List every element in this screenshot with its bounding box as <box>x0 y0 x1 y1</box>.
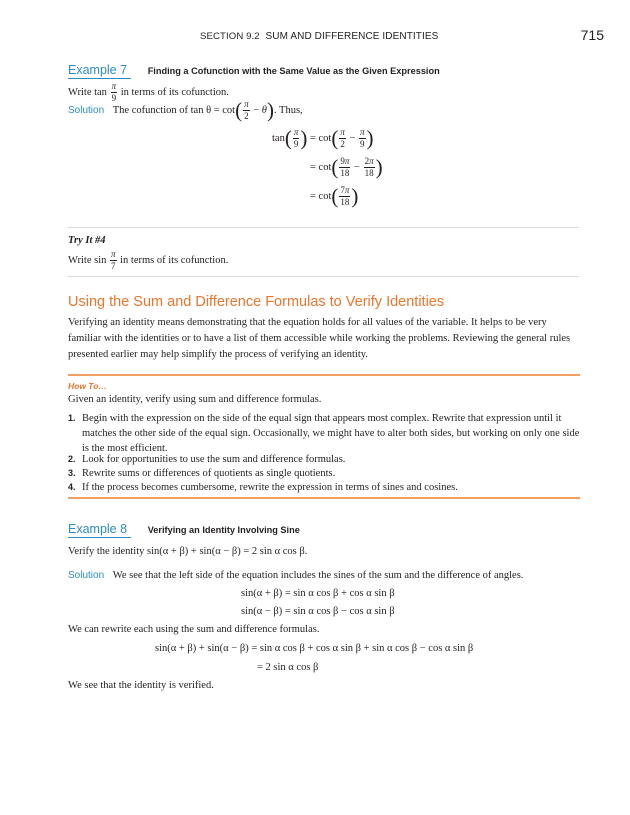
example-7-title: Finding a Cofunction with the Same Value as the Given Expression <box>147 66 440 76</box>
example-8-tag: Example 8 <box>68 522 131 538</box>
fraction-pi-over-9: $\frac{\pi}{9}$ <box>111 81 117 103</box>
example-8-heading <box>68 522 300 536</box>
equation-line-3: = cot( $\frac{7\pi}{18}$ ) <box>310 184 359 208</box>
example-8-solution: Solution We see that the left side of the equation includes the sines of the sum and the difference of angles. <box>68 570 524 581</box>
solution-label: Solution <box>68 570 105 581</box>
example-8-title: Verifying an Identity Involving Sine <box>147 525 300 535</box>
example-7-solution: Solution The cofunction of tan θ = cot( $\frac{\pi}{2}$ − θ). Thus, <box>68 98 303 122</box>
how-to-intro: Given an identity, verify using sum and difference formulas. <box>68 394 322 405</box>
divider <box>68 276 579 277</box>
how-to-top-rule <box>68 374 580 376</box>
section-heading: Using the Sum and Difference Formulas to Verify Identities <box>68 294 445 310</box>
equation-result: = 2 sin α cos β <box>257 662 319 673</box>
equation-line-1: tan( $\frac{\pi}{9}$ ) = cot( $\frac{\pi}{2}$ − $\frac{\pi}{9}$ ) <box>272 126 374 150</box>
divider <box>68 227 579 228</box>
running-header <box>200 31 438 42</box>
equation-line-2: = cot( $\frac{9\pi}{18}$ − $\frac{2\pi}{18}$ ) <box>310 155 383 179</box>
try-it-label: Try It #4 <box>68 235 106 246</box>
how-to-label: How To… <box>68 381 107 391</box>
fraction-pi-over-7: $\frac{\pi}{7}$ <box>111 249 116 271</box>
page-number: 715 <box>580 27 604 43</box>
example-7-heading <box>68 63 440 77</box>
example-8-prompt: Verify the identity sin(α + β) + sin(α − β) = 2 sin α cos β. <box>68 546 308 557</box>
solution-label: Solution <box>68 104 105 116</box>
equation-combined: sin(α + β) + sin(α − β) = sin α cos β + cos α sin β + sin α cos β − cos α sin β <box>155 643 474 654</box>
example-7-tag: Example 7 <box>68 63 131 79</box>
equation-difference: sin(α − β) = sin α cos β − cos α sin β <box>241 606 395 617</box>
example-7-prompt: Write tan $\frac{\pi}{9}$ in terms of its cofunction. <box>68 81 229 103</box>
how-to-step: 1. Begin with the expression on the side of the equal sign that appears most complex. Rewrite that expression until it matches the other side of the equal sign. Occasionally, we might have to alter both sides, but working on only one side is the most efficient. <box>68 413 580 454</box>
how-to-bottom-rule <box>68 497 580 499</box>
how-to-step: 2. Look for opportunities to use the sum and difference formulas. <box>68 454 346 465</box>
section-title: SUM AND DIFFERENCE IDENTITIES <box>265 31 439 42</box>
example-8-mid-text: We can rewrite each using the sum and difference formulas. <box>68 624 320 635</box>
section-paragraph: Verifying an identity means demonstrating that the equation holds for all values of the variable. It helps to be very familiar with the identities or to have a list of them accessible while working the problems. Reviewing the general rules presented earlier may help simplify the process of verifying an identity. <box>68 317 571 360</box>
section-number: SECTION 9.2 <box>200 31 260 42</box>
try-it-prompt: Write sin $\frac{\pi}{7}$ in terms of its cofunction. <box>68 249 229 271</box>
equation-sum: sin(α + β) = sin α cos β + cos α sin β <box>241 588 395 599</box>
how-to-step: 4. If the process becomes cumbersome, rewrite the expression in terms of sines and cosines. <box>68 482 458 493</box>
how-to-step: 3. Rewrite sums or differences of quotients as single quotients. <box>68 468 336 479</box>
example-8-conclusion: We see that the identity is verified. <box>68 680 214 691</box>
